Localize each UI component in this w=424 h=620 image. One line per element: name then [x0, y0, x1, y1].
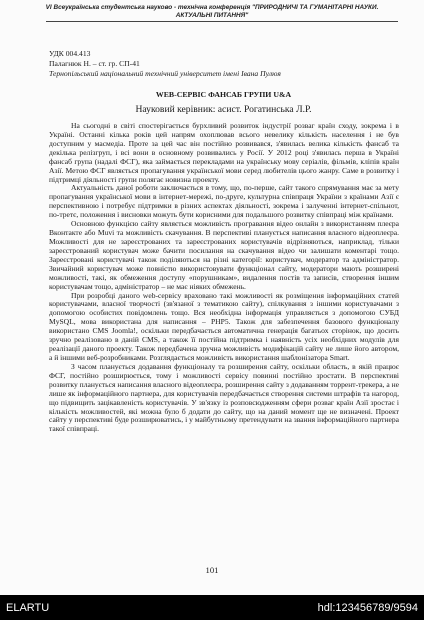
conference-line-2: АКТУАЛЬНІ ПИТАННЯ": [175, 11, 249, 19]
paragraph-5: З часом планується додавання функціоналу та розширення сайту, оскільки область, в якій працює ФСГ, постійно розширюється, тому і можливості сервісу повинні постійно зростати. В перспективі розвитку планується написання власного відеоплеєра, розширення сайту з додаванням торрент-трекера, а не лише як інформаційного партнера, для користувачів передбачається створення системи штрафів та нагород, що підвищить зацікавленість користувачів. У зв'язку із розповсюдженням сфери розваг країн Азії зростає і кількість можливостей, які можна було б додати до сайту, що на даний момент ще не визначені. Проект сайту у перспективі буде розширюватись, і у майбутньому претендувати на звання інформаційного партнера такої співпраці.: [49, 361, 399, 434]
page-number: 101: [205, 565, 219, 575]
paragraph-2: Актуальність даної роботи заключається в тому, що, по-перше, сайт такого спрямування має за мету пропагування української мови в інтернет-мережі, по-друге, культурна співпраця України з країнами Азії є перспективною і потребує підтримки в різних аспектах діяльності, зокрема і залученні інтернет-спільнот, по-третє, положення і висновки можуть бути корисними для подальшого розвитку співпраці між країнами.: [49, 183, 399, 220]
affiliation: Тернопільський національний технічний університет імені Івана Пулюя: [49, 69, 281, 78]
paper-title: WEB-СЕРВІС ФАНСАБ ГРУПИ U&A: [155, 90, 292, 99]
udc-code: УДК 004.413: [49, 49, 91, 58]
paragraph-3: Основною функцією сайту являється можливість програвання відео онлайн з використанням плеєра Вконтакте або Muvi та можливість скачування. В перспективі планується написання власного відеоплеєра. Можливості для не зареєстрованих та зареєстрованих користувачів відрізняються, наприклад, тільки зареєстрований користувач може бачити посилання на скачування відео чи залишати коментарі тощо. Зареєстровані користувачі також поділяються на різні категорії: користувач, модератор та адміністратор. Звичайний користувач може повністю використовувати функціонал сайту, модератори мають розширені можливості, такі, як обмеження доступу «порушникам», видалення постів та записів, створення іншим користувачам тощо, адміністратор – не має ніяких обмежень.: [49, 219, 399, 291]
author-line: Палагнюк Н. – ст. гр. СП-41: [49, 59, 140, 68]
supervisor-line: Науковий керівник: асист. Рогатинська Л.Р.: [135, 104, 312, 115]
header-rule: [46, 21, 398, 22]
handle-link[interactable]: hdl:123456789/9594: [317, 602, 418, 614]
paragraph-4: При розробці даного web-сервісу враховано такі можливості як розміщення інформаційних статей користувачами, власної творчості (зв'язаної з тематикою сайту), спілкування з іншими користувачами з допомогою особистих повідомлень тощо. Вся необхідна інформація управляється з допомогою СУБД MySQL, мова використана для написання – PHP5. Також для забезпечення базового функціоналу використано CMS Joomla!, оскільки передбачається автоматична генерація багатьох сторінок, що досить зручно реалізовано в даній CMS, а також її постійна підтримка і наявність усіх необхідних модулів для реалізації даного проекту. Також передбачена зручна можливість модифікацій сайту не лише його автором, а й іншими веб-розробниками. Розглядається можливість використання шаблонізатора Smart.: [49, 290, 399, 362]
footer-bar: [0, 595, 424, 620]
repository-label: ELARTU: [6, 602, 50, 614]
paragraph-1: На сьогодні в світі спостерігається бурхливий розвиток індустрії розваг країн сходу, зокрема і в Україні. Останні кілька років цей напрям охоплював всього невелику кількість населення і не був доступним у масмедіа. Проте за цей час він постійно розвивався, з'явилась велика кількість фансаб та декілька релізгруп, і всі вони в основному розвивались у Росії. У 2012 році з'явилась перша в Україні фансаб група (надалі ФСГ), яка займається перекладами на українську мову серіалів, фільмів, кліпів країн Азії. Метою ФСГ являється пропагування української мови серед любителів цього жанру. Саме в розвитку і підтримці діяльності групи полягає новизна проекту.: [49, 121, 399, 184]
conference-line-1: VI Всеукраїнська студентська науково - технічна конференція "ПРИРОДНИЧІ ТА ГУМАНІТАРНІ НАУКИ.: [45, 4, 379, 11]
conference-header: [28, 4, 396, 19]
article-body: [49, 122, 399, 434]
